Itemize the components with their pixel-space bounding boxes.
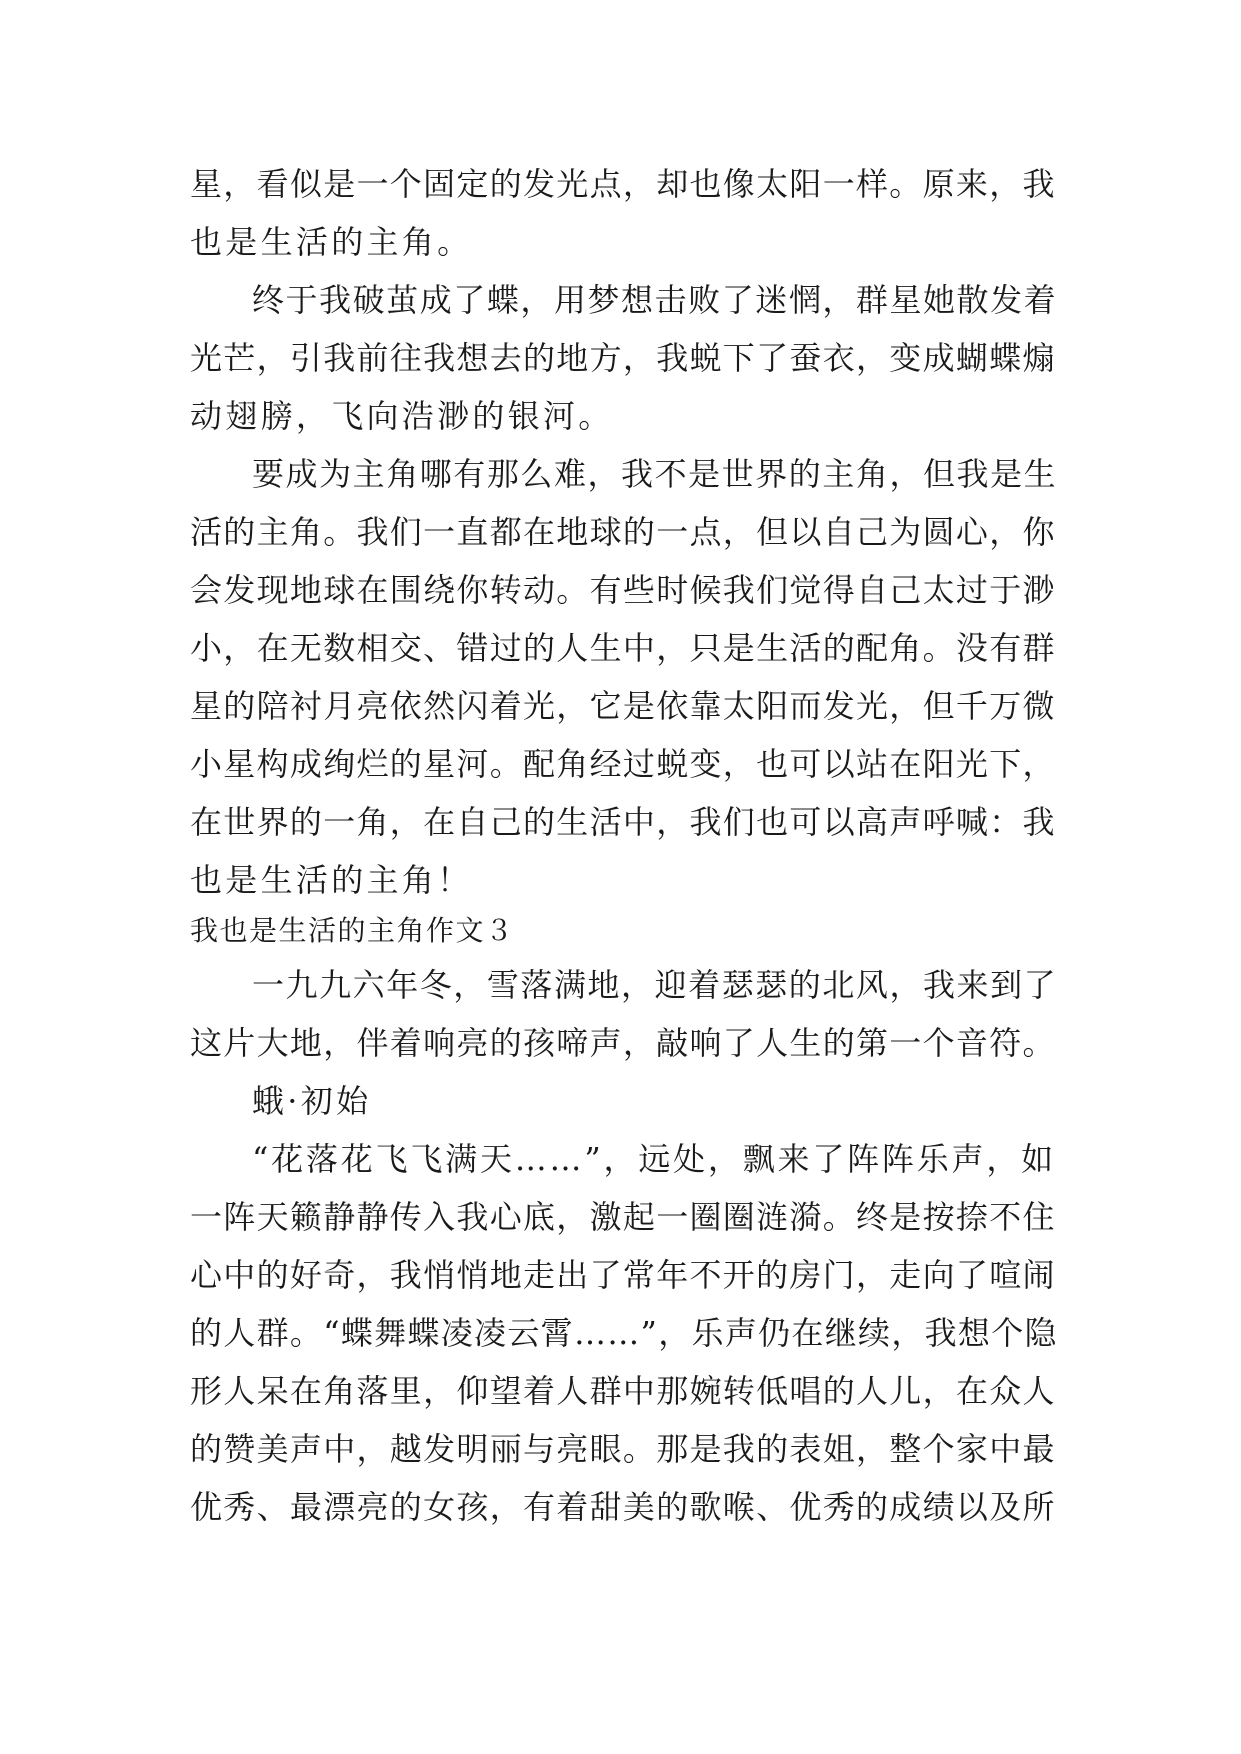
text-line: 的人群。“蝶舞蝶凌凌云霄……”，乐声仍在继续，我想个隐 [190, 1314, 1058, 1352]
text-line: 这片大地，伴着响亮的孩啼声，敲响了人生的第一个音符。 [190, 1024, 1056, 1062]
section-heading: 我也是生活的主角作文３ [190, 914, 515, 947]
text-line: 也是生活的主角。 [190, 223, 473, 261]
paragraph-first-line: 终于我破茧成了蝶，用梦想击败了迷惘，群星她散发着 [252, 281, 1058, 319]
text-line: 一阵天籁静静传入我心底，激起一圈圈涟漪。终是按捺不住 [190, 1198, 1056, 1236]
text-line: 动翅膀，飞向浩渺的银河。 [190, 397, 614, 435]
text-line: 小，在无数相交、错过的人生中，只是生活的配角。没有群 [190, 629, 1056, 667]
text-line: 会发现地球在围绕你转动。有些时候我们觉得自己太过于渺 [190, 571, 1056, 609]
text-line: 优秀、最漂亮的女孩，有着甜美的歌喉、优秀的成绩以及所 [190, 1488, 1056, 1526]
text-line: 星的陪衬月亮依然闪着光，它是依靠太阳而发光，但千万微 [190, 687, 1056, 725]
subheading: 蛾·初始 [252, 1082, 372, 1120]
text-line: 光芒，引我前往我想去的地方，我蜕下了蚕衣，变成蝴蝶煽 [190, 339, 1056, 377]
text-line: 的赞美声中，越发明丽与亮眼。那是我的表姐，整个家中最 [190, 1430, 1056, 1468]
text-line: 也是生活的主角！ [190, 861, 473, 899]
text-line: 星，看似是一个固定的发光点，却也像太阳一样。原来，我 [190, 165, 1056, 203]
text-line: 小星构成绚烂的星河。配角经过蜕变，也可以站在阳光下， [190, 745, 1056, 783]
paragraph-first-line: 一九九六年冬，雪落满地，迎着瑟瑟的北风，我来到了 [252, 966, 1058, 1004]
text-line: 活的主角。我们一直都在地球的一点，但以自己为圆心，你 [190, 513, 1056, 551]
paragraph-first-line: “花落花飞飞满天……”，远处，飘来了阵阵乐声，如 [252, 1140, 1056, 1178]
paragraph-first-line: 要成为主角哪有那么难，我不是世界的主角，但我是生 [252, 455, 1058, 493]
text-line: 形人呆在角落里，仰望着人群中那婉转低唱的人儿，在众人 [190, 1372, 1056, 1410]
text-line: 心中的好奇，我悄悄地走出了常年不开的房门，走向了喧闹 [190, 1256, 1056, 1294]
text-line: 在世界的一角，在自己的生活中，我们也可以高声呼喊：我 [190, 803, 1056, 841]
